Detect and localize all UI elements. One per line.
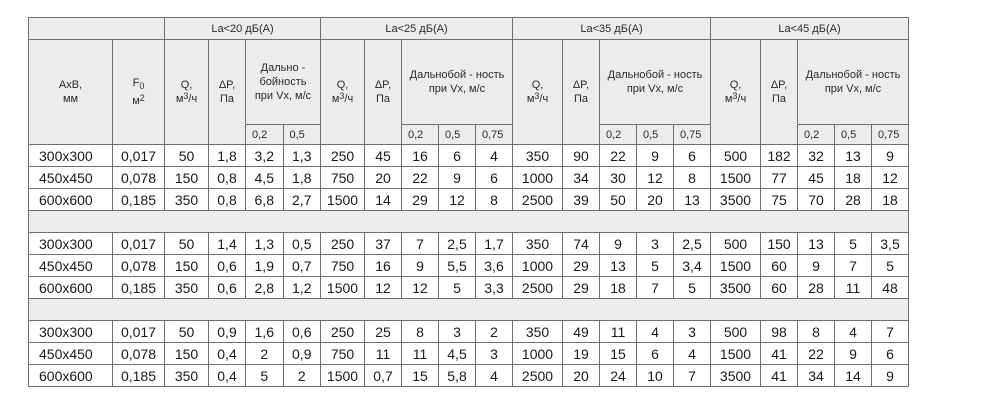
range-header-g1	[246, 40, 321, 125]
table-cell: 4	[674, 343, 711, 365]
table-cell: 500	[711, 233, 761, 255]
table-cell: 3,5	[872, 233, 909, 255]
speed-header: 0,2	[600, 125, 637, 145]
row-size-cell: 300x300	[29, 145, 113, 167]
table-cell: 350	[513, 145, 563, 167]
speed-header: 0,5	[439, 125, 476, 145]
group-header-la45: La<45 дБ(А)	[711, 18, 909, 40]
size-header	[29, 40, 113, 145]
table-cell: 350	[165, 277, 209, 299]
table-cell: 7	[637, 277, 674, 299]
flow-label-g1: Q,	[180, 79, 193, 91]
table-cell: 13	[674, 189, 711, 211]
table-cell: 29	[402, 189, 439, 211]
table-header	[29, 18, 909, 145]
range-header-g4	[798, 40, 909, 125]
table-cell: 150	[165, 255, 209, 277]
block-separator	[29, 299, 909, 321]
table-cell: 41	[761, 365, 798, 387]
table-cell: 0,7	[283, 255, 321, 277]
area-header	[113, 40, 165, 145]
table-cell: 50	[165, 321, 209, 343]
flow-header-g3	[513, 40, 563, 145]
table-cell: 9	[600, 233, 637, 255]
performance-table	[28, 17, 909, 387]
table-cell: 37	[365, 233, 402, 255]
table-cell: 12	[439, 189, 476, 211]
range-header-g2	[402, 40, 513, 125]
separator-cell	[29, 299, 909, 321]
row-size-cell: 600x600	[29, 365, 113, 387]
table-cell: 2	[246, 343, 284, 365]
flow-header-g4	[711, 40, 761, 145]
table-cell: 3,6	[476, 255, 513, 277]
table-cell: 60	[761, 277, 798, 299]
speed-header: 0,2	[402, 125, 439, 145]
table-cell: 2,5	[674, 233, 711, 255]
table-cell: 0,7	[365, 365, 402, 387]
flow-unit-exp-g2: 3	[339, 91, 345, 101]
table-cell: 12	[365, 277, 402, 299]
table-cell: 14	[365, 189, 402, 211]
table-cell: 11	[402, 343, 439, 365]
pressure-label-g3: ΔP, Па	[572, 79, 590, 105]
area-unit: м	[132, 94, 140, 107]
table-cell: 1,3	[246, 233, 284, 255]
speed-header: 0,75	[674, 125, 711, 145]
speed-header: 0,2	[798, 125, 835, 145]
table-cell: 2,5	[439, 233, 476, 255]
group-header-la35: La<35 дБ(А)	[513, 18, 711, 40]
table-cell: 0,4	[209, 343, 246, 365]
table-cell: 28	[835, 189, 872, 211]
table-cell: 20	[637, 189, 674, 211]
table-cell: 150	[165, 167, 209, 189]
table-cell: 14	[835, 365, 872, 387]
flow-header-g1	[165, 40, 209, 145]
table-cell: 8	[476, 189, 513, 211]
table-cell: 11	[600, 321, 637, 343]
row-size-cell: 600x600	[29, 189, 113, 211]
table-cell: 6	[674, 145, 711, 167]
pressure-header-g4	[761, 40, 798, 145]
table-cell: 0,185	[113, 277, 165, 299]
table-cell: 20	[563, 365, 600, 387]
area-unit-exp: 2	[139, 92, 145, 103]
table-cell: 4	[637, 321, 674, 343]
table-cell: 74	[563, 233, 600, 255]
table-cell: 12	[637, 167, 674, 189]
table-cell: 48	[872, 277, 909, 299]
table-cell: 50	[600, 189, 637, 211]
table-cell: 7	[872, 321, 909, 343]
table-cell: 9	[439, 167, 476, 189]
table-cell: 1500	[711, 343, 761, 365]
table-cell: 70	[798, 189, 835, 211]
header-row-groups	[29, 18, 909, 40]
table-cell: 45	[365, 145, 402, 167]
table-cell: 1,8	[283, 167, 321, 189]
table-cell: 750	[321, 167, 365, 189]
table-cell: 350	[513, 233, 563, 255]
table-cell: 4	[476, 365, 513, 387]
table-cell: 0,185	[113, 189, 165, 211]
table-cell: 3500	[711, 365, 761, 387]
row-size-cell: 450x450	[29, 167, 113, 189]
speed-header: 0,5	[835, 125, 872, 145]
table-row	[29, 167, 909, 189]
range-label-g4: Дальнобой - ность при Vx, м/с	[805, 69, 901, 95]
table-cell: 77	[761, 167, 798, 189]
table-cell: 150	[761, 233, 798, 255]
size-header-text: АхВ, мм	[58, 79, 83, 105]
table-cell: 3500	[711, 189, 761, 211]
table-cell: 11	[365, 343, 402, 365]
table-cell: 2,8	[246, 277, 284, 299]
block-separator	[29, 211, 909, 233]
table-cell: 1,3	[283, 145, 321, 167]
table-cell: 1500	[321, 189, 365, 211]
table-cell: 5	[674, 277, 711, 299]
table-cell: 11	[835, 277, 872, 299]
table-cell: 5,8	[439, 365, 476, 387]
table-cell: 49	[563, 321, 600, 343]
group-header-la25: La<25 дБ(А)	[321, 18, 513, 40]
row-size-cell: 600x600	[29, 277, 113, 299]
table-cell: 0,017	[113, 233, 165, 255]
speed-header: 0,75	[872, 125, 909, 145]
table-cell: 3	[439, 321, 476, 343]
header-blank	[29, 18, 165, 40]
table-cell: 0,6	[283, 321, 321, 343]
speed-header: 0,5	[283, 125, 321, 145]
table-cell: 18	[872, 189, 909, 211]
table-cell: 9	[637, 145, 674, 167]
table-cell: 29	[563, 255, 600, 277]
table-cell: 3,2	[246, 145, 284, 167]
flow-unit-tail-g3: /ч	[539, 93, 549, 105]
table-cell: 30	[600, 167, 637, 189]
table-cell: 7	[402, 233, 439, 255]
table-cell: 750	[321, 343, 365, 365]
table-cell: 98	[761, 321, 798, 343]
table-cell: 1,4	[209, 233, 246, 255]
table-cell: 5	[246, 365, 284, 387]
row-size-cell: 450x450	[29, 255, 113, 277]
flow-unit-exp-g4: 3	[732, 91, 738, 101]
table-cell: 13	[600, 255, 637, 277]
table-cell: 5,5	[439, 255, 476, 277]
table-cell: 2500	[513, 365, 563, 387]
table-cell: 0,8	[209, 167, 246, 189]
table-cell: 4	[835, 321, 872, 343]
table-cell: 28	[798, 277, 835, 299]
table-cell: 7	[835, 255, 872, 277]
table-row	[29, 365, 909, 387]
table-cell: 12	[402, 277, 439, 299]
table-cell: 9	[798, 255, 835, 277]
table-cell: 1000	[513, 255, 563, 277]
table-cell: 1500	[711, 255, 761, 277]
table-cell: 39	[563, 189, 600, 211]
table-cell: 75	[761, 189, 798, 211]
speed-header: 0,5	[637, 125, 674, 145]
speed-header: 0,2	[246, 125, 284, 145]
table-cell: 0,9	[209, 321, 246, 343]
table-cell: 0,5	[283, 233, 321, 255]
table-cell: 45	[798, 167, 835, 189]
table-row	[29, 189, 909, 211]
table-cell: 12	[872, 167, 909, 189]
area-label: F	[132, 77, 140, 90]
table-cell: 60	[761, 255, 798, 277]
table-cell: 9	[402, 255, 439, 277]
row-size-cell: 300x300	[29, 321, 113, 343]
table-cell: 1,7	[476, 233, 513, 255]
table-cell: 250	[321, 233, 365, 255]
table-cell: 1500	[321, 277, 365, 299]
table-cell: 6	[637, 343, 674, 365]
table-cell: 16	[402, 145, 439, 167]
range-header-g3	[600, 40, 711, 125]
table-cell: 1,2	[283, 277, 321, 299]
table-cell: 1,6	[246, 321, 284, 343]
table-cell: 4	[476, 145, 513, 167]
table-cell: 4,5	[246, 167, 284, 189]
table-cell: 24	[600, 365, 637, 387]
table-cell: 1000	[513, 167, 563, 189]
table-cell: 0,185	[113, 365, 165, 387]
table-cell: 0,6	[209, 255, 246, 277]
pressure-header-g1	[209, 40, 246, 145]
table-cell: 2500	[513, 189, 563, 211]
table-cell: 250	[321, 321, 365, 343]
pressure-label-g1: ΔP, Па	[218, 79, 236, 105]
table-cell: 3500	[711, 277, 761, 299]
table-cell: 7	[674, 365, 711, 387]
table-cell: 5	[835, 233, 872, 255]
range-label-g1: Дально - бойность при Vx, м/с	[254, 62, 312, 102]
group-header-la20: La<20 дБ(А)	[165, 18, 321, 40]
separator-cell	[29, 211, 909, 233]
table-cell: 5	[872, 255, 909, 277]
table-cell: 500	[711, 145, 761, 167]
flow-unit-exp-g1: 3	[183, 91, 189, 101]
flow-unit-tail-g1: /ч	[188, 93, 198, 105]
table-cell: 90	[563, 145, 600, 167]
row-size-cell: 450x450	[29, 343, 113, 365]
table-cell: 13	[798, 233, 835, 255]
table-cell: 1500	[321, 365, 365, 387]
table-cell: 0,078	[113, 255, 165, 277]
flow-unit-exp-g3: 3	[534, 91, 540, 101]
table-cell: 750	[321, 255, 365, 277]
table-cell: 25	[365, 321, 402, 343]
speed-header: 0,75	[476, 125, 513, 145]
table-cell: 6,8	[246, 189, 284, 211]
table-cell: 8	[402, 321, 439, 343]
table-cell: 19	[563, 343, 600, 365]
table-cell: 500	[711, 321, 761, 343]
table-cell: 1000	[513, 343, 563, 365]
table-cell: 182	[761, 145, 798, 167]
table-row	[29, 233, 909, 255]
table-cell: 15	[600, 343, 637, 365]
table-cell: 2,7	[283, 189, 321, 211]
table-cell: 0,017	[113, 321, 165, 343]
table-cell: 0,017	[113, 145, 165, 167]
table-cell: 5	[637, 255, 674, 277]
table-cell: 0,4	[209, 365, 246, 387]
table-cell: 34	[563, 167, 600, 189]
table-cell: 8	[798, 321, 835, 343]
flow-unit-tail-g4: /ч	[737, 93, 747, 105]
flow-unit-g4: м	[724, 93, 733, 105]
table-cell: 3,4	[674, 255, 711, 277]
table-row	[29, 321, 909, 343]
table-cell: 250	[321, 145, 365, 167]
table-row	[29, 145, 909, 167]
table-cell: 50	[165, 145, 209, 167]
performance-table-container	[28, 17, 909, 387]
flow-label-g3: Q,	[531, 79, 544, 91]
flow-unit-tail-g2: /ч	[344, 93, 354, 105]
table-cell: 9	[835, 343, 872, 365]
table-cell: 34	[798, 365, 835, 387]
table-cell: 3,3	[476, 277, 513, 299]
table-cell: 9	[872, 145, 909, 167]
table-cell: 0,078	[113, 167, 165, 189]
table-cell: 5	[439, 277, 476, 299]
table-cell: 32	[798, 145, 835, 167]
pressure-label-g2: ΔP, Па	[374, 79, 392, 105]
table-cell: 22	[402, 167, 439, 189]
table-cell: 10	[637, 365, 674, 387]
table-cell: 3	[476, 343, 513, 365]
flow-unit-g3: м	[526, 93, 535, 105]
table-cell: 1,9	[246, 255, 284, 277]
table-cell: 16	[365, 255, 402, 277]
table-cell: 350	[165, 189, 209, 211]
table-cell: 2	[476, 321, 513, 343]
table-cell: 8	[674, 167, 711, 189]
table-cell: 22	[798, 343, 835, 365]
table-cell: 18	[835, 167, 872, 189]
table-cell: 22	[600, 145, 637, 167]
area-subscript: 0	[139, 81, 145, 92]
flow-label-g2: Q,	[336, 79, 349, 91]
table-cell: 0,6	[209, 277, 246, 299]
range-label-g3: Дальнобой - ность при Vx, м/с	[607, 69, 703, 95]
table-cell: 1500	[711, 167, 761, 189]
table-cell: 4,5	[439, 343, 476, 365]
table-cell: 3	[674, 321, 711, 343]
table-cell: 2500	[513, 277, 563, 299]
row-size-cell: 300x300	[29, 233, 113, 255]
table-row	[29, 277, 909, 299]
table-cell: 3	[637, 233, 674, 255]
table-cell: 6	[476, 167, 513, 189]
table-cell: 0,8	[209, 189, 246, 211]
header-row-labels	[29, 40, 909, 125]
flow-unit-g1: м	[175, 93, 184, 105]
table-cell: 9	[872, 365, 909, 387]
table-cell: 2	[283, 365, 321, 387]
pressure-label-g4: ΔP, Па	[770, 79, 788, 105]
table-cell: 20	[365, 167, 402, 189]
table-cell: 15	[402, 365, 439, 387]
table-row	[29, 343, 909, 365]
table-cell: 350	[165, 365, 209, 387]
pressure-header-g3	[563, 40, 600, 145]
table-body	[29, 145, 909, 387]
table-cell: 350	[513, 321, 563, 343]
table-cell: 41	[761, 343, 798, 365]
table-cell: 6	[439, 145, 476, 167]
table-cell: 0,9	[283, 343, 321, 365]
table-cell: 50	[165, 233, 209, 255]
table-cell: 1,8	[209, 145, 246, 167]
flow-header-g2	[321, 40, 365, 145]
table-cell: 150	[165, 343, 209, 365]
flow-unit-g2: м	[331, 93, 340, 105]
range-label-g2: Дальнобой - ность при Vx, м/с	[409, 69, 505, 95]
table-cell: 18	[600, 277, 637, 299]
table-row	[29, 255, 909, 277]
table-cell: 6	[872, 343, 909, 365]
flow-label-g4: Q,	[729, 79, 742, 91]
table-cell: 0,078	[113, 343, 165, 365]
pressure-header-g2	[365, 40, 402, 145]
table-cell: 13	[835, 145, 872, 167]
table-cell: 29	[563, 277, 600, 299]
